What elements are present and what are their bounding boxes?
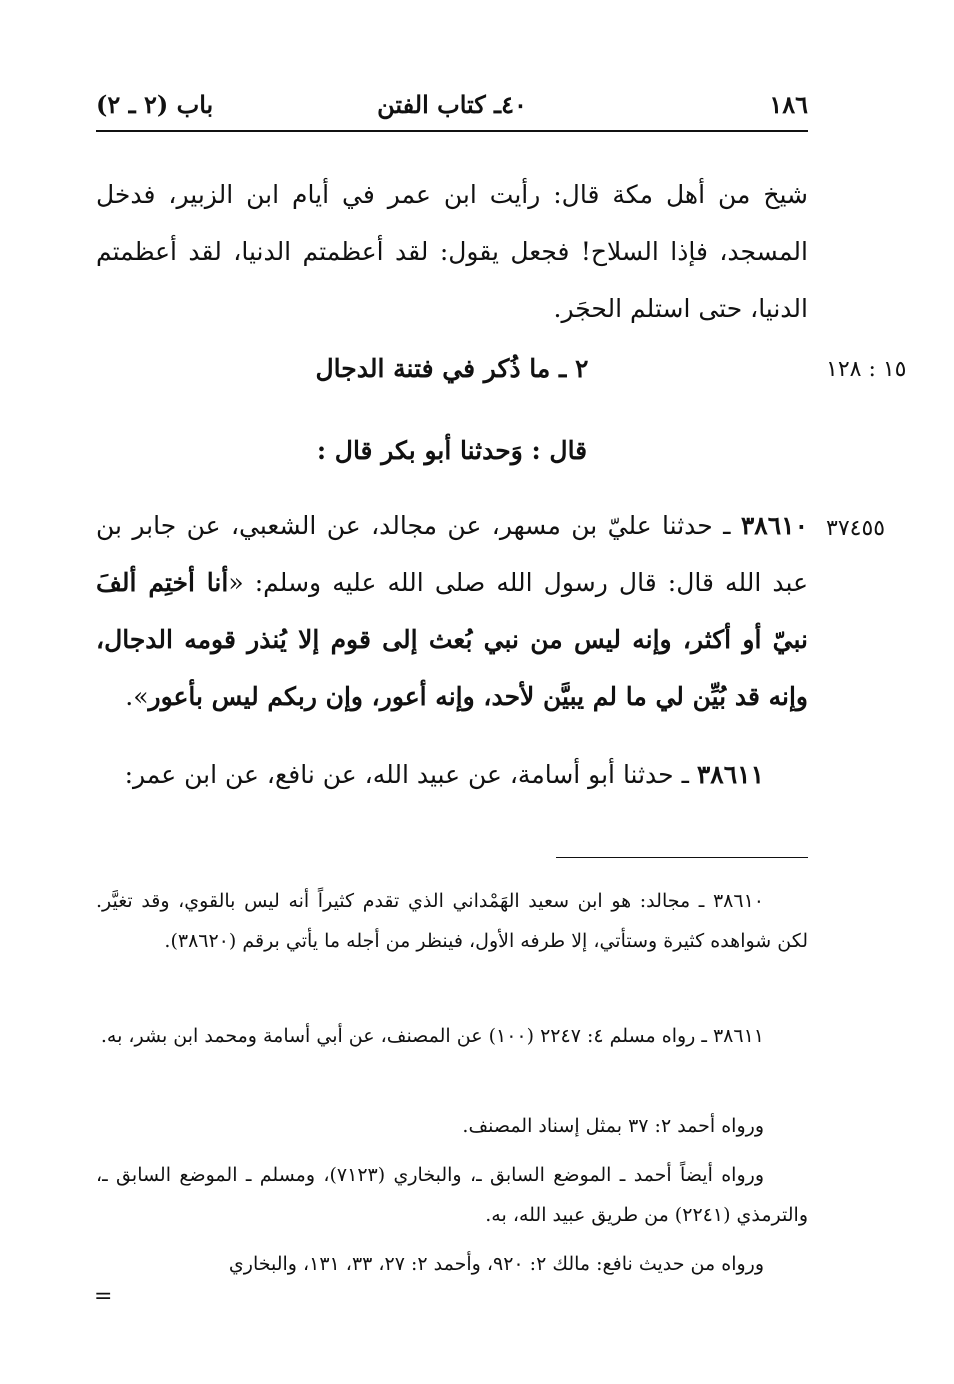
hadith-38611 xyxy=(96,746,808,803)
footnote-other-narrations: ورواه أيضاً أحمد ـ الموضع السابق ـ، والبخاري (٧١٢٣)، ومسلم ـ الموضع السابق ـ، والترمذي (٢٢٤١) من طريق عبيد الله، به. xyxy=(96,1164,808,1226)
section-margin-reference: ١٥ : ١٢٨ xyxy=(826,357,907,382)
hadith-matn: أنا أختِم ألفَ نبيّ أو أكثر، وإنه ليس من نبي بُعث إلى قوم إلا يُنذر قومه الدجال، وإنه قد بُيِّن لي ما لم يبيَّن لأحد، وإنه أعور، وإن ربكم ليس بأعور xyxy=(96,568,808,711)
continuation-mark: = xyxy=(94,1284,113,1309)
page-number: ١٨٦ xyxy=(769,90,808,119)
footnote-38610: ٣٨٦١٠ ـ مجالد: هو ابن سعيد الهَمْداني الذي تقدم كثيراً أنه ليس بالقوي، وقد تغيَّر. لكن شواهده كثيرة وستأتي، إلا طرفه الأول، فينظر من أجله ما يأتي برقم (٣٨٦٢٠). xyxy=(96,890,808,952)
hadith-38610 xyxy=(96,497,808,725)
section-title: ٢ ـ ما ذُكر في فتنة الدجال xyxy=(315,354,589,383)
footnote-ahmad: ورواه أحمد ٢: ٣٧ بمثل إسناد المصنف. xyxy=(462,1115,764,1137)
hadith-margin-reference: ٣٧٤٥٥ xyxy=(826,516,886,541)
hadith-text: ـ حدثنا أبو أسامة، عن عبيد الله، عن نافع، عن ابن عمر: xyxy=(124,760,697,789)
footnote-nafi: ورواه من حديث نافع: مالك ٢: ٩٢٠، وأحمد ٢: ٢٧، ٣٣، ١٣١، والبخاري xyxy=(228,1253,764,1275)
hadith-number: ٣٨٦١١ xyxy=(696,760,764,789)
opening-paragraph: شيخ من أهل مكة قال: رأيت ابن عمر في أيام ابن الزبير، فدخل المسجد، فإذا السلاح! فجعل يقول: لقد أعظمتم الدنيا، لقد أعظمتم الدنيا، حتى استلم الحجَر. xyxy=(96,180,808,323)
hadith-isnad: ـ حدثنا عليّ بن مسهر، عن مجالد، عن الشعبي، عن جابر بن عبد الله قال: قال رسول الله صلى الله عليه وسلم: « xyxy=(96,511,808,597)
chapter-reference: باب (٢ ـ ٢) xyxy=(96,90,214,119)
hadith-closing: ». xyxy=(125,682,149,711)
section-subtitle: قال : وَحدثنا أبو بكر قال : xyxy=(316,436,588,465)
book-title: ٤٠ـ كتاب الفتن xyxy=(377,90,527,119)
page-header xyxy=(96,86,808,132)
footnote-separator xyxy=(556,857,808,858)
hadith-number: ٣٨٦١٠ xyxy=(740,511,808,540)
footnote-38611: ٣٨٦١١ ـ رواه مسلم ٤: ٢٢٤٧ (١٠٠) عن المصنف، عن أبي أسامة ومحمد ابن بشر، به. xyxy=(100,1025,764,1047)
